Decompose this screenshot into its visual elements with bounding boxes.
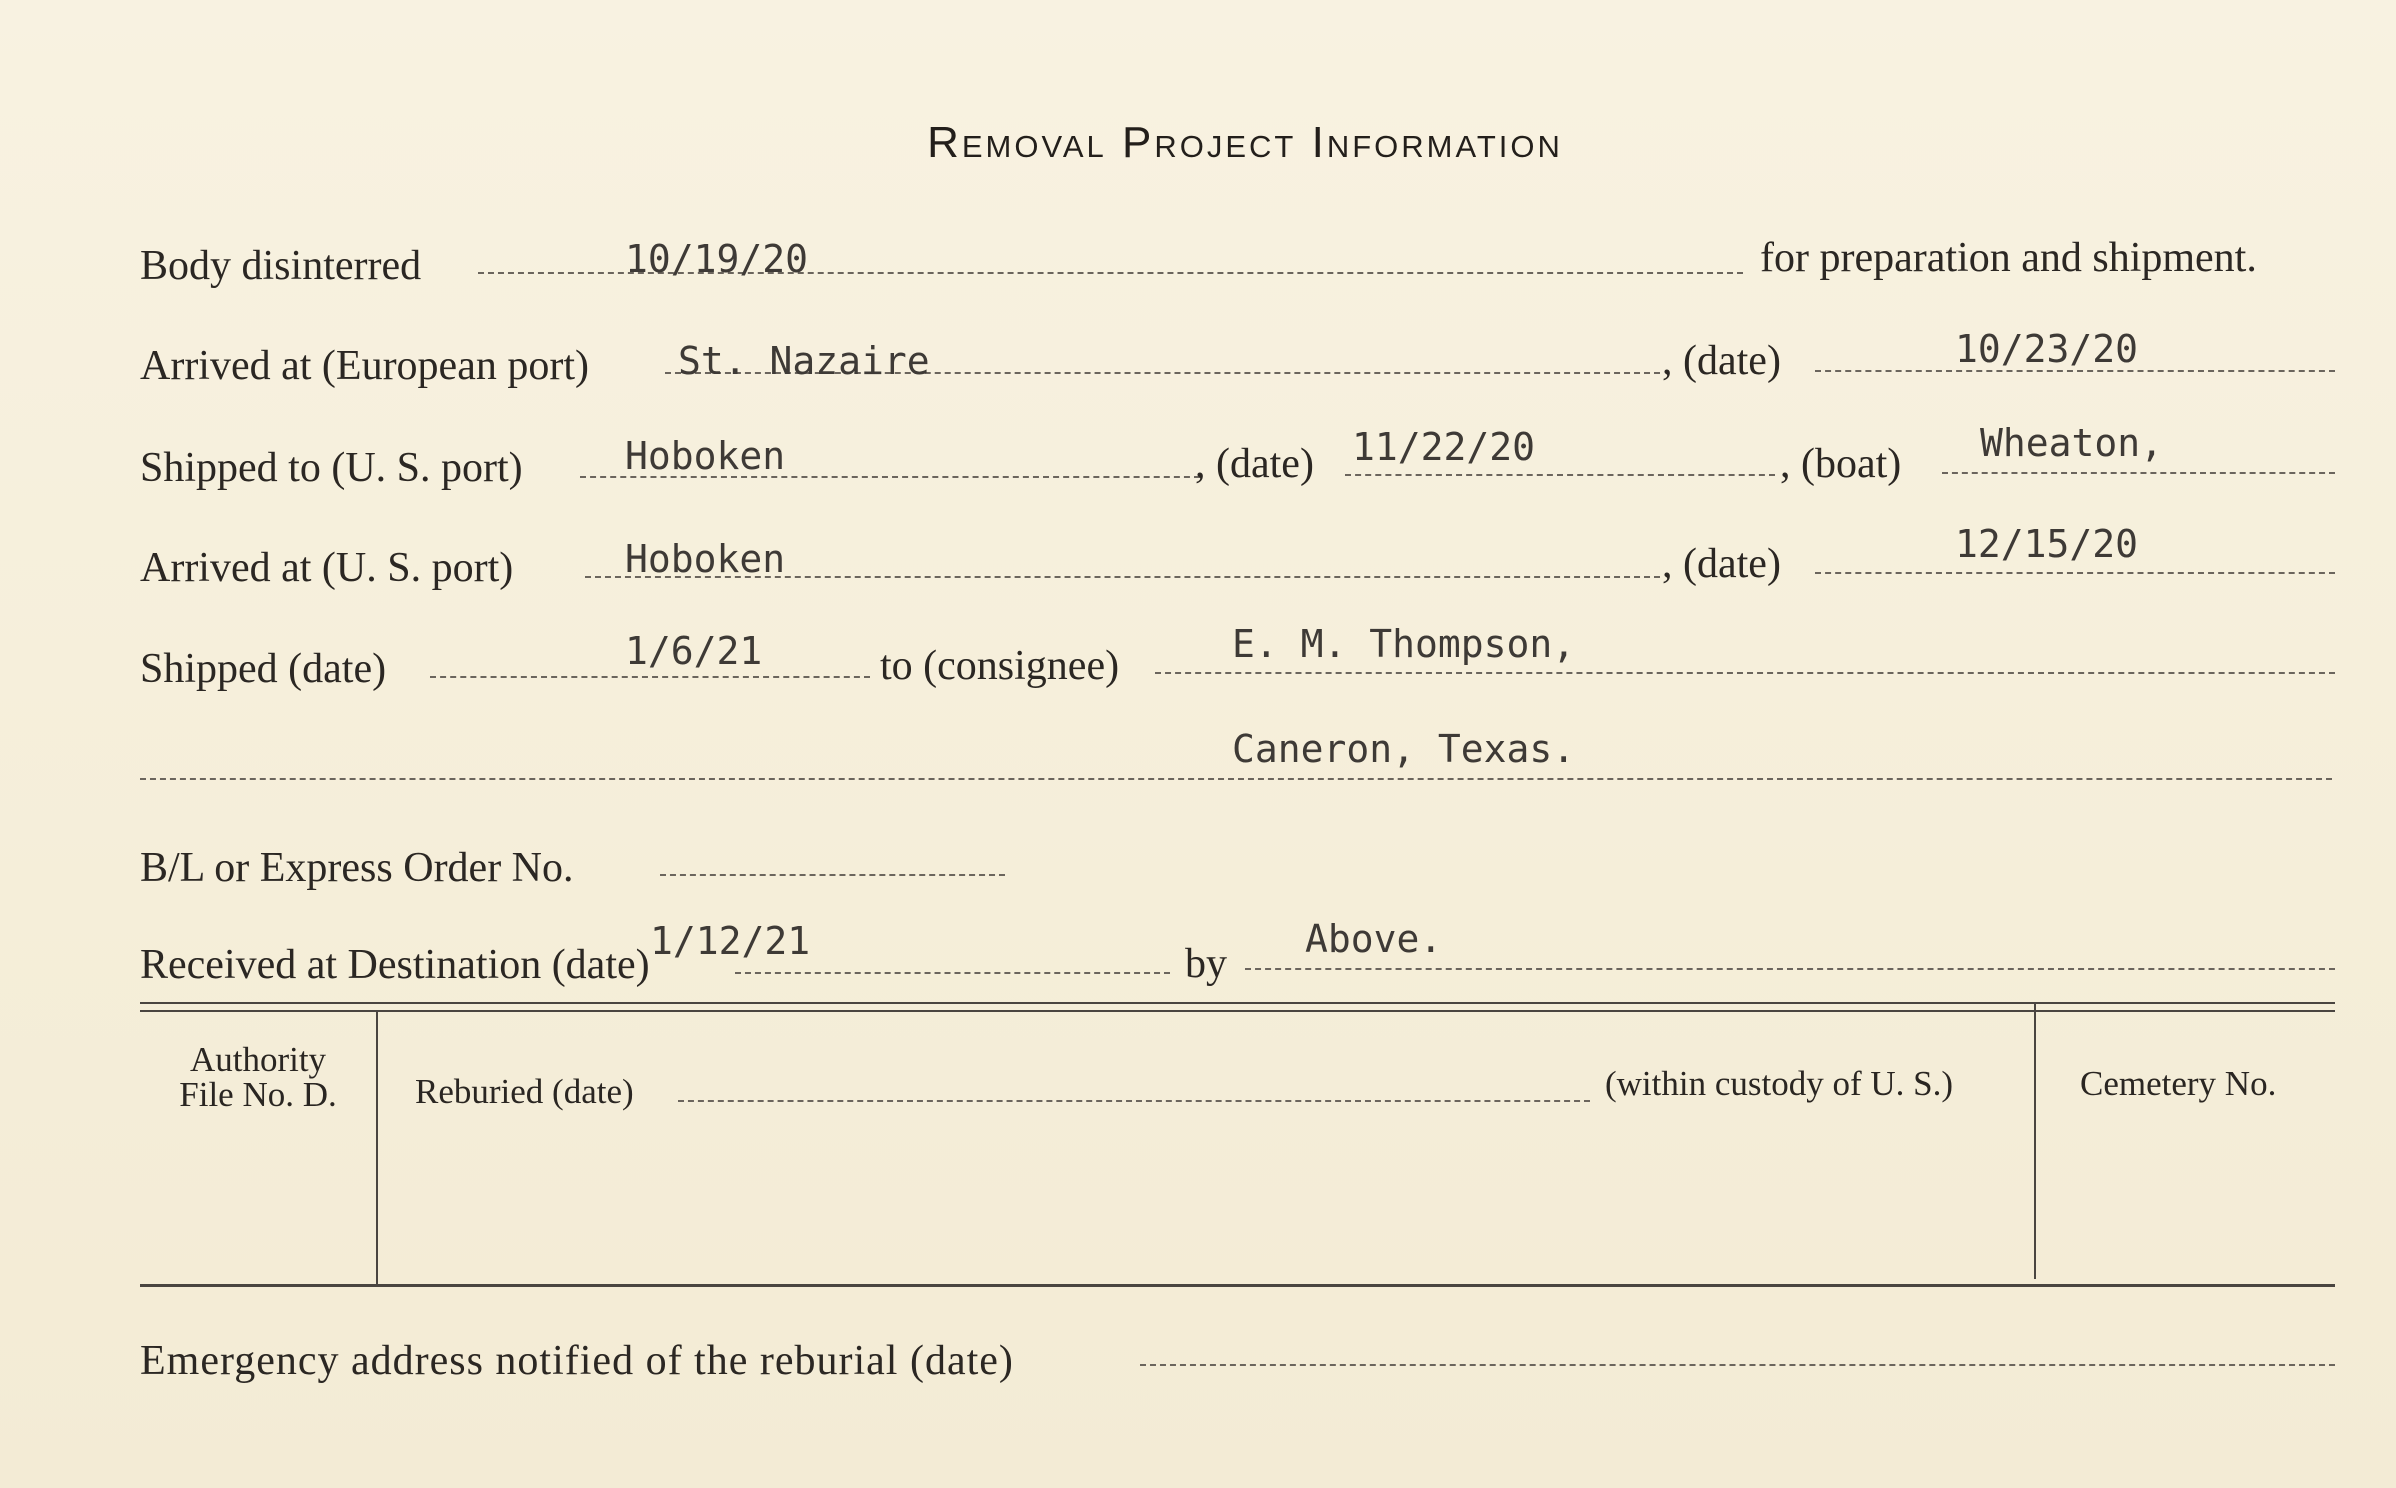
received-date: 1/12/21 xyxy=(650,919,811,963)
arrived-european-label: Arrived at (European port) xyxy=(140,343,589,389)
consignee-line xyxy=(1155,672,2335,674)
shipped-us-boat-line xyxy=(1942,472,2335,474)
custody-label: (within custody of U. S.) xyxy=(1605,1064,1954,1103)
bl-order-label: B/L or Express Order No. xyxy=(140,845,574,891)
shipped-date-value: 1/6/21 xyxy=(625,629,763,673)
table-top-rule-inner xyxy=(140,1010,2335,1012)
authority-line2: File No. D. xyxy=(179,1075,337,1114)
consignee-name: E. M. Thompson, xyxy=(1232,622,1576,666)
reburied-label: Reburied (date) xyxy=(415,1072,634,1111)
table-divider-left xyxy=(376,1012,378,1284)
shipped-us-boat-label: , (boat) xyxy=(1780,441,1902,487)
body-disinterred-label: Body disinterred xyxy=(140,243,422,289)
consignee-address-line xyxy=(140,778,2332,780)
shipped-us-boat: Wheaton, xyxy=(1980,421,2164,465)
shipped-date-line xyxy=(430,676,870,678)
arrived-european-port: St. Nazaire xyxy=(678,339,930,383)
arrived-us-date-label: , (date) xyxy=(1662,541,1781,587)
consignee-address: Caneron, Texas. xyxy=(1232,727,1576,771)
arrived-us-port: Hoboken xyxy=(625,537,786,581)
arrived-us-date-line xyxy=(1815,572,2335,574)
table-divider-right xyxy=(2034,1004,2036,1279)
arrived-european-date: 10/23/20 xyxy=(1955,327,2139,371)
emergency-line xyxy=(1140,1364,2335,1366)
shipped-date-label: Shipped (date) xyxy=(140,646,387,692)
cemetery-label: Cemetery No. xyxy=(2080,1064,2277,1103)
body-disinterred-suffix: for preparation and shipment. xyxy=(1760,235,2257,281)
arrived-us-date: 12/15/20 xyxy=(1955,522,2139,566)
body-disinterred-value: 10/19/20 xyxy=(625,237,809,281)
received-date-line xyxy=(735,972,1170,974)
card-title: Removal Project Information xyxy=(927,118,1563,167)
authority-line1: Authority xyxy=(189,1040,327,1079)
received-by: Above. xyxy=(1305,917,1443,961)
table-bottom-rule xyxy=(140,1284,2335,1287)
shipped-us-date-line xyxy=(1345,474,1775,476)
arrived-us-label: Arrived at (U. S. port) xyxy=(140,545,514,591)
shipped-us-port: Hoboken xyxy=(625,434,786,478)
consignee-label: to (consignee) xyxy=(880,643,1120,689)
received-label: Received at Destination (date) xyxy=(140,942,650,988)
table-top-rule xyxy=(140,1002,2335,1004)
emergency-label: Emergency address notified of the reburial (date) xyxy=(140,1338,1014,1384)
shipped-us-label: Shipped to (U. S. port) xyxy=(140,445,523,491)
arrived-european-date-label: , (date) xyxy=(1662,338,1781,384)
reburied-line xyxy=(678,1100,1590,1102)
received-by-label: by xyxy=(1185,941,1227,987)
bl-order-line xyxy=(660,874,1005,876)
shipped-us-date: 11/22/20 xyxy=(1352,425,1536,469)
shipped-us-date-label: , (date) xyxy=(1195,441,1314,487)
received-by-line xyxy=(1245,968,2335,970)
